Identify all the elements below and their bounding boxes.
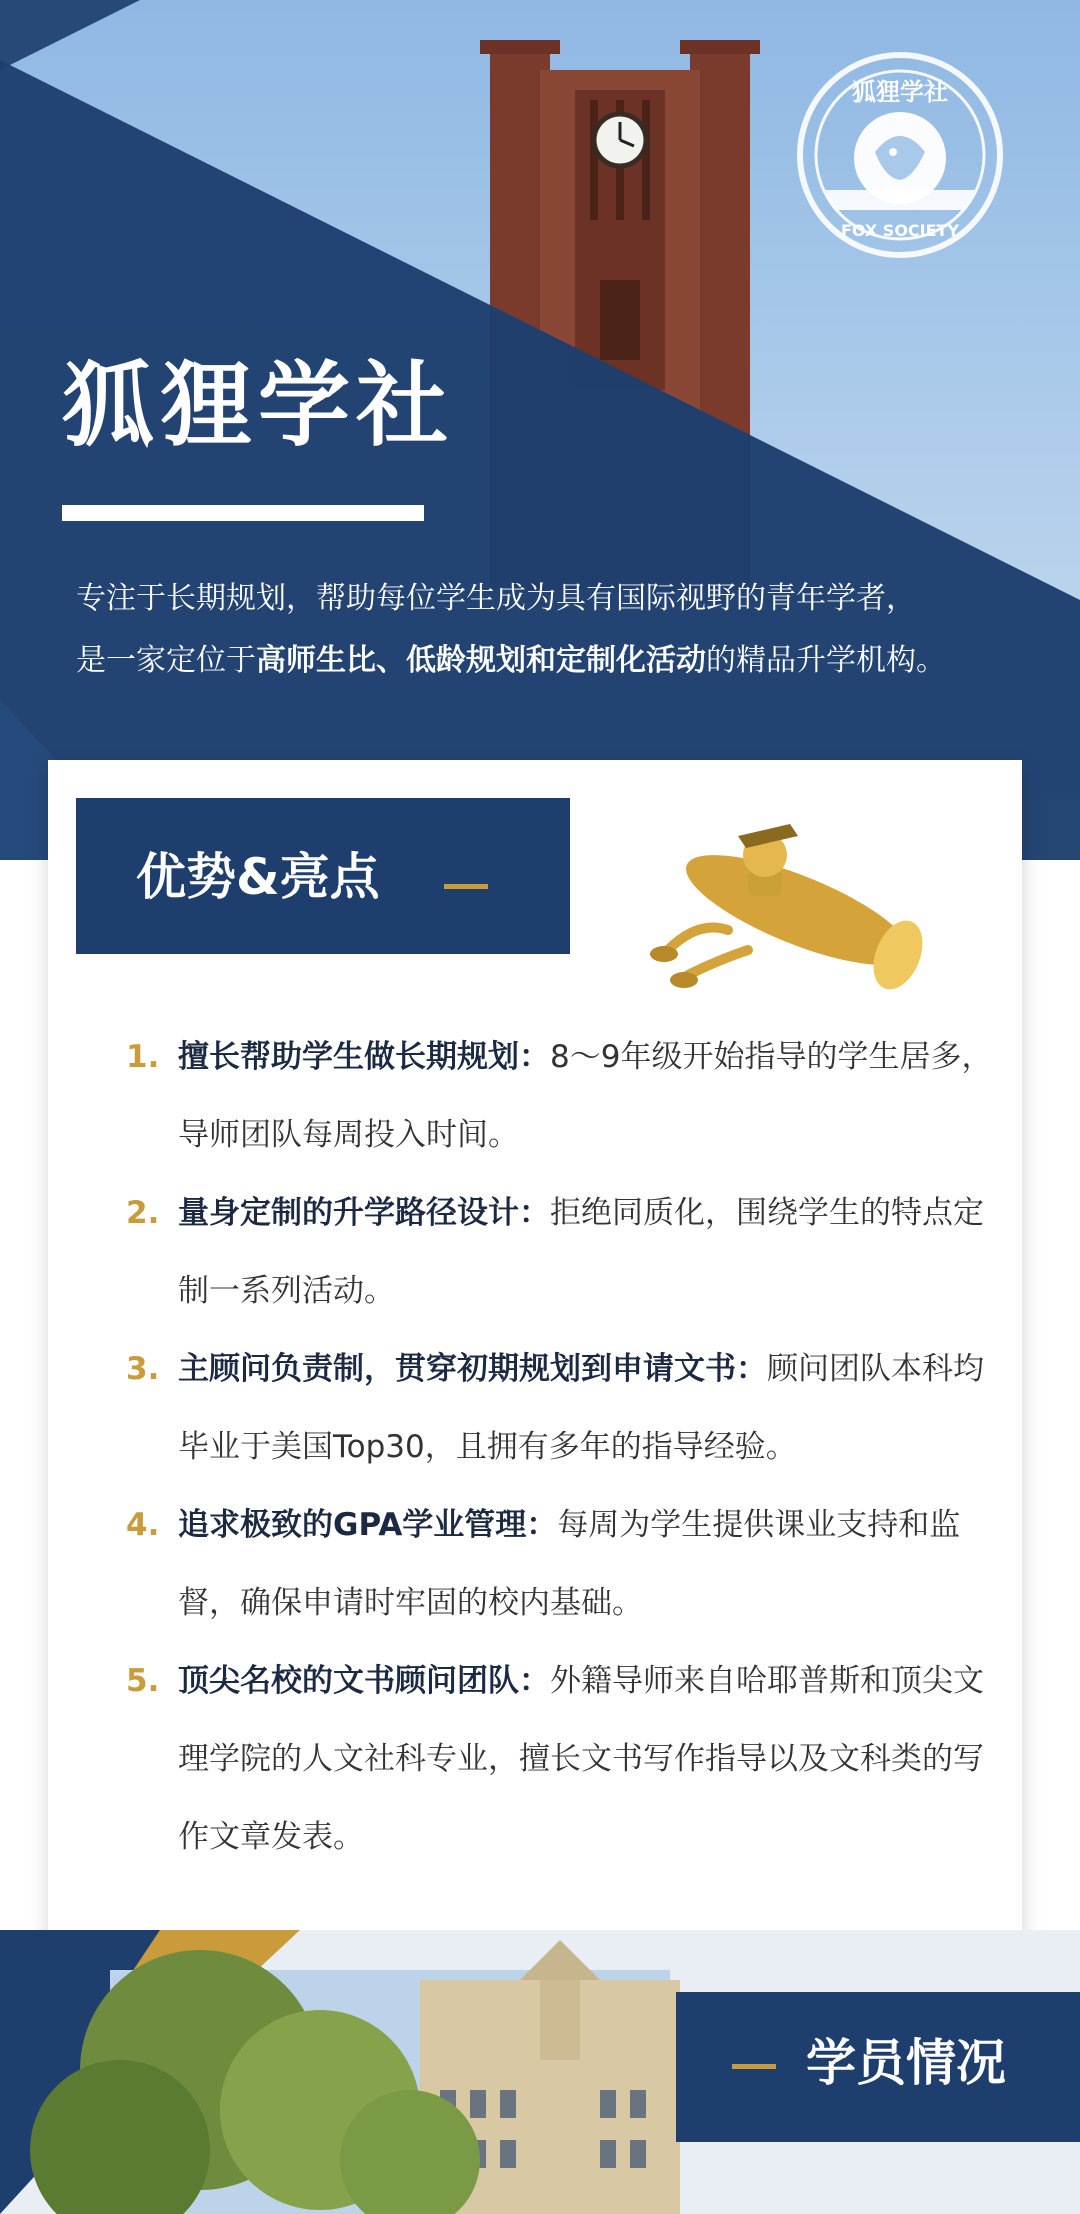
- item-text: 8～9年级开始指导的学生居多，导师团队每周投入时间。: [178, 1039, 993, 1153]
- item-number: 5.: [126, 1663, 160, 1699]
- advantages-list: [126, 1018, 996, 1876]
- fox-society-logo: [785, 40, 1015, 270]
- item-text: 每周为学生提供课业支持和监督，确保申请时牢固的校内基础。: [178, 1507, 961, 1621]
- item-number: 2.: [126, 1195, 160, 1231]
- list-item: [126, 1174, 996, 1330]
- item-text: 拒绝同质化，围绕学生的特点定制一系列活动。: [178, 1195, 984, 1309]
- item-lead: 量身定制的升学路径设计：: [178, 1195, 550, 1231]
- heading-accent-dash: [444, 884, 488, 889]
- item-lead: 追求极致的GPA学业管理：: [178, 1507, 558, 1543]
- students-section-tab: [676, 1992, 1080, 2142]
- list-item: [126, 1486, 996, 1642]
- advantages-card: [48, 760, 1022, 1938]
- item-number: 3.: [126, 1351, 160, 1387]
- graduate-diploma-illustration: [628, 800, 928, 1010]
- students-accent-dash: [732, 2064, 776, 2069]
- logo-bottom-text: FOX SOCIETY: [840, 221, 960, 240]
- item-lead: 主顾问负责制，贯穿初期规划到申请文书：: [178, 1351, 767, 1387]
- item-text: 外籍导师来自哈耶普斯和顶尖文理学院的人文社科专业，擅长文书写作指导以及文科类的写作文章发表。: [178, 1663, 984, 1855]
- intro-line-1: 专注于长期规划，帮助每位学生成为具有国际视野的青年学者，: [76, 581, 916, 616]
- intro-line-2-suffix: 的精品升学机构。: [706, 643, 946, 678]
- item-lead: 擅长帮助学生做长期规划：: [178, 1039, 550, 1075]
- item-number: 1.: [126, 1039, 160, 1075]
- intro-line-2-highlight: 高师生比、低龄规划和定制化活动: [256, 643, 706, 678]
- intro-text: [76, 568, 1036, 692]
- list-item: [126, 1642, 996, 1876]
- advantages-heading: 优势&亮点: [136, 848, 380, 906]
- item-lead: 顶尖名校的文书顾问团队：: [178, 1663, 550, 1699]
- intro-line-2-prefix: 是一家定位于: [76, 643, 256, 678]
- item-number: 4.: [126, 1507, 160, 1543]
- list-item: [126, 1330, 996, 1486]
- brand-title: 狐狸学社: [62, 352, 455, 459]
- logo-top-text: 狐狸学社: [852, 78, 948, 106]
- title-underline: [62, 505, 424, 521]
- item-text: 顾问团队本科均毕业于美国Top30，且拥有多年的指导经验。: [178, 1351, 984, 1465]
- students-heading: 学员情况: [806, 2034, 1006, 2092]
- list-item: [126, 1018, 996, 1174]
